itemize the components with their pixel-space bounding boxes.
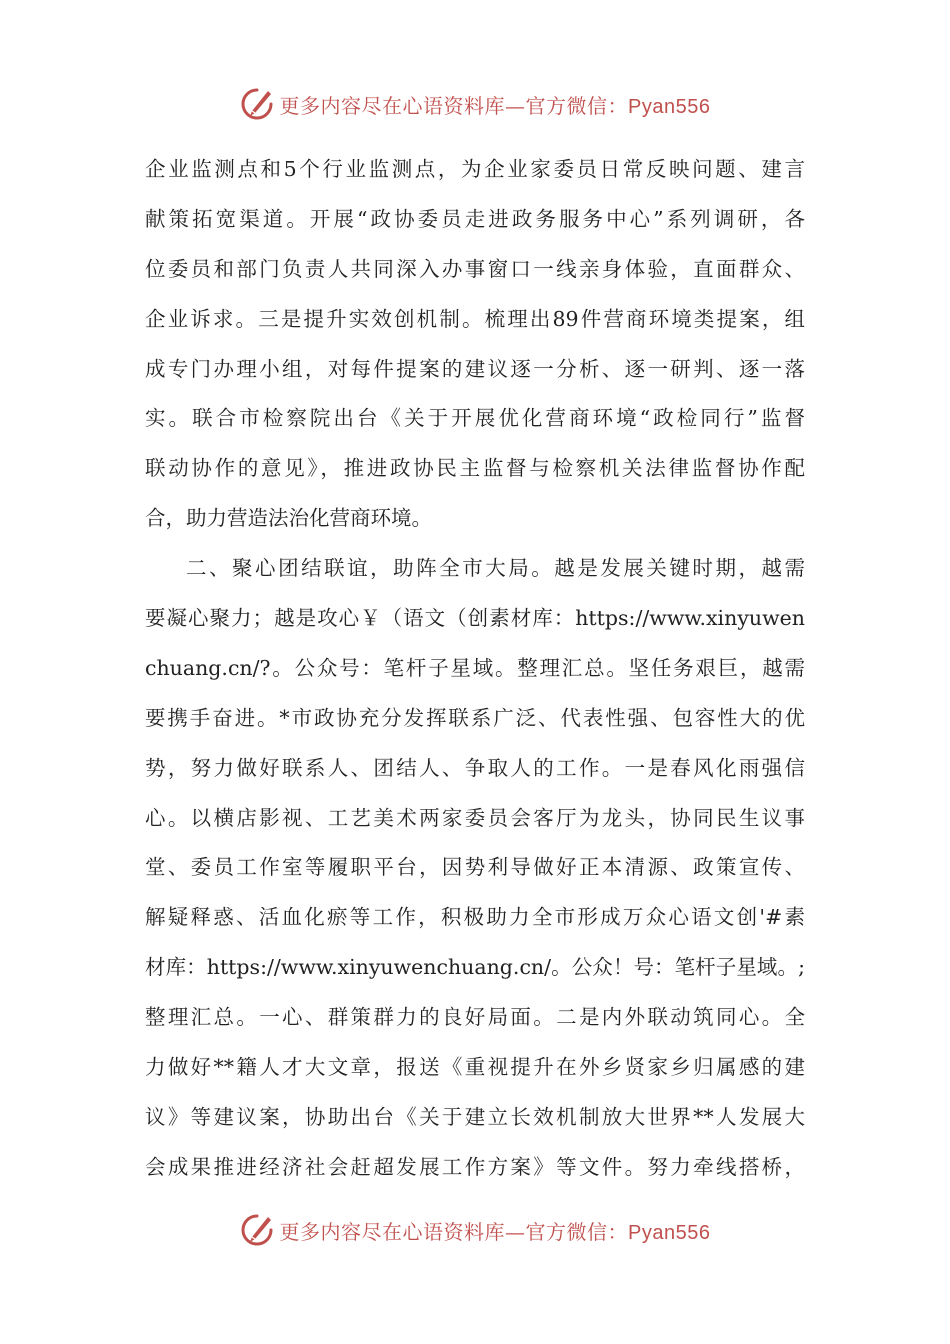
text-line: 合，助力营造法治化营商环境。 (145, 506, 432, 531)
header-banner (0, 84, 950, 124)
footer-banner (0, 1210, 950, 1250)
text-line: chuang.cn/?。公众号：笔杆子星域。整理汇总。坚任务艰巨，越需 (145, 655, 805, 680)
header-banner-text (280, 90, 711, 119)
text-line: 心。以横店影视、工艺美术两家委员会客厅为龙头，协同民生议事 (145, 805, 805, 830)
text-line: 会成果推进经济社会赶超发展工作方案》等文件。努力牵线搭桥， (145, 1154, 805, 1179)
document-body (145, 149, 805, 1197)
text-line: 材库：https://www.xinyuwenchuang.cn/。公众！号：笔杆子星域。; (145, 955, 805, 980)
paragraph-start-line: 二、聚心团结联谊，助阵全市大局。越是发展关键时期，越需 (186, 556, 805, 581)
pen-circle-logo-icon (240, 1213, 274, 1247)
text-line: 整理汇总。一心、群策群力的良好局面。二是内外联动筑同心。全 (145, 1005, 805, 1030)
text-line: 要凝心聚力；越是攻心￥（语文（创素材库：https://www.xinyuwen (145, 606, 805, 631)
text-line: 成专门办理小组，对每件提案的建议逐一分析、逐一研判、逐一落 (145, 356, 805, 381)
header-banner-label: 更多内容尽在心语资料库—官方微信： (279, 93, 629, 118)
text-line: 位委员和部门负责人共同深入办事窗口一线亲身体验，直面群众、 (145, 256, 805, 281)
text-line: 要携手奋进。*市政协充分发挥联系广泛、代表性强、包容性大的优 (145, 705, 805, 730)
pen-circle-logo-icon (240, 87, 274, 121)
text-line: 企业监测点和5个行业监测点，为企业家委员日常反映问题、建言 (145, 157, 805, 181)
footer-banner-text (280, 1216, 711, 1245)
text-line: 解疑释惑、活血化瘀等工作，积极助力全市形成万众心语文创'#素 (145, 905, 805, 930)
text-line: 力做好**籍人才大文章，报送《重视提升在外乡贤家乡归属感的建 (145, 1055, 805, 1080)
text-line: 企业诉求。三是提升实效创机制。梳理出89件营商环境类提案，组 (145, 306, 805, 331)
header-wechat-id: Pyan556 (628, 95, 711, 118)
text-line: 实。联合市检察院出台《关于开展优化营商环境“政检同行”监督 (145, 406, 805, 431)
footer-banner-label: 更多内容尽在心语资料库—官方微信： (279, 1219, 629, 1244)
footer-wechat-id: Pyan556 (628, 1221, 711, 1244)
text-line: 势，努力做好联系人、团结人、争取人的工作。一是春风化雨强信 (145, 755, 805, 780)
text-line: 议》等建议案，协助出台《关于建立长效机制放大世界**人发展大 (145, 1104, 805, 1129)
text-line: 堂、委员工作室等履职平台，因势利导做好正本清源、政策宣传、 (145, 855, 805, 880)
text-line: 献策拓宽渠道。开展“政协委员走进政务服务中心”系列调研，各 (145, 206, 805, 231)
text-line: 联动协作的意见》，推进政协民主监督与检察机关法律监督协作配 (145, 456, 805, 481)
